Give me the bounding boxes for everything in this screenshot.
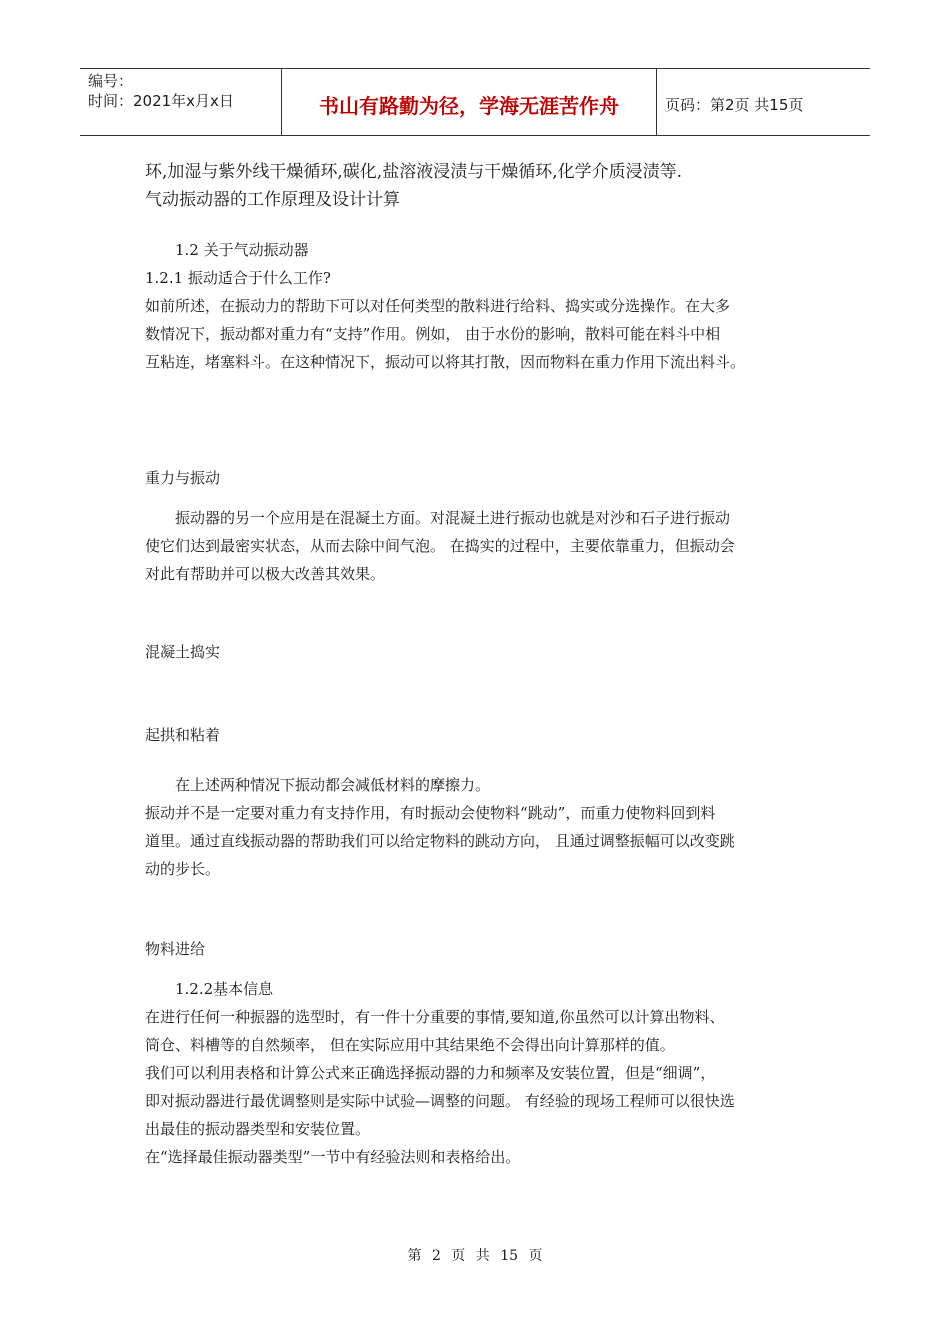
page-footer: 第 2 页 共 15 页	[407, 1248, 543, 1264]
page-header	[80, 68, 870, 136]
paragraph-line: 在“选择最佳振动器类型”一节中有经验法则和表格给出。	[145, 1148, 521, 1166]
figure-caption-feeding: 物料进给	[145, 940, 206, 958]
paragraph-line: 即对振动器进行最优调整则是实际中试验—调整的问题。 有经验的现场工程师可以很快选	[145, 1092, 735, 1110]
document-body	[145, 158, 820, 1171]
header-info-cell	[80, 69, 282, 135]
paragraph-line: 使它们达到最密实状态，从而去除中间气泡。 在捣实的过程中，主要依靠重力，但振动会	[145, 537, 735, 555]
paragraph-line: 动的步长。	[145, 860, 221, 878]
header-page-info: 页码：第2页 共15页	[665, 95, 804, 114]
paragraph-line: 互粘连，堵塞料斗。在这种情况下，振动可以将其打散，因而物料在重力作用下流出料斗。	[145, 353, 746, 371]
paragraph-line: 出最佳的振动器类型和安装位置。	[145, 1120, 371, 1138]
intro-line: 环,加湿与紫外线干燥循环,碳化,盐溶液浸渍与干燥循环,化学介质浸渍等.	[145, 162, 683, 182]
figure-caption-gravity: 重力与振动	[145, 469, 221, 487]
document-date: 时间：2021年x月x日	[88, 92, 234, 110]
paragraph-line: 如前所述，在振动力的帮助下可以对任何类型的散料进行给料、捣实或分选操作。在大多	[145, 297, 731, 315]
section-heading-1-2-1: 1.2.1 振动适合于什么工作?	[145, 269, 331, 287]
figure-caption-concrete: 混凝土捣实	[145, 643, 221, 661]
paragraph-line: 振动并不是一定要对重力有支持作用，有时振动会使物料“跳动”，而重力使物料回到料	[145, 804, 716, 822]
paragraph-line: 我们可以利用表格和计算公式来正确选择振动器的力和频率及安装位置，但是“细调”，	[145, 1064, 716, 1082]
header-motto: 书山有路勤为径，学海无涯苦作舟	[282, 69, 657, 135]
figure-caption-arching: 起拱和粘着	[145, 726, 221, 744]
paragraph-line: 筒仓、料槽等的自然频率， 但在实际应用中其结果绝不会得出向计算那样的值。	[145, 1036, 675, 1054]
paragraph-line: 道里。通过直线振动器的帮助我们可以给定物料的跳动方向， 且通过调整振幅可以改变跳	[145, 832, 735, 850]
document-number-label: 编号：	[88, 72, 134, 90]
paragraph-line: 在进行任何一种振器的选型时，有一件十分重要的事情,要知道,你虽然可以计算出物料、	[145, 1008, 725, 1026]
section-heading-1-2-2: 1.2.2基本信息	[175, 980, 274, 998]
paragraph-line: 振动器的另一个应用是在混凝土方面。对混凝土进行振动也就是对沙和石子进行振动	[175, 509, 731, 527]
paragraph-line: 在上述两种情况下振动都会减低材料的摩擦力。	[175, 776, 491, 794]
paragraph-line: 对此有帮助并可以极大改善其效果。	[145, 565, 386, 583]
document-title: 气动振动器的工作原理及设计计算	[145, 190, 400, 210]
section-heading-1-2: 1.2 关于气动振动器	[175, 241, 309, 259]
paragraph-line: 数情况下，振动都对重力有“支持”作用。例如， 由于水份的影响，散料可能在料斗中相	[145, 325, 721, 343]
